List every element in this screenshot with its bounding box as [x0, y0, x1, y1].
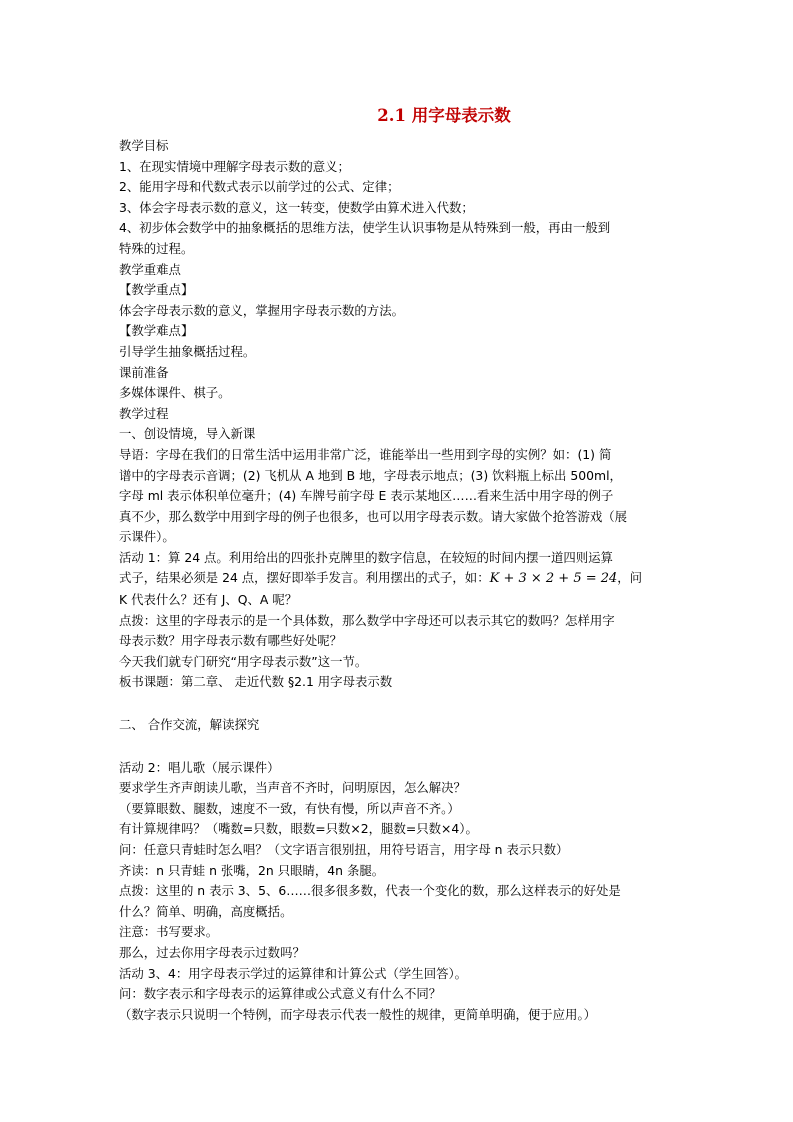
text-line: 一、创设情境，导入新课: [119, 426, 256, 442]
text-line: 示课件）。: [119, 529, 175, 545]
section-heading: 二、 合作交流，解读探究: [119, 717, 260, 733]
text-line: 什么？简单、明确，高度概括。: [119, 903, 293, 919]
spacer: [119, 693, 679, 715]
text-line: 2、能用字母和代数式表示以前学过的公式、定律；: [119, 179, 400, 195]
text-line: 4、初步体会数学中的抽象概括的思维方法，使学生认识事物是从特殊到一般，再由一般到: [119, 220, 611, 236]
text-line: 有计算规律吗？（嘴数=只数，眼数=只数×2，腿数=只数×4）。: [119, 821, 478, 837]
text-line: 注意：书写要求。: [119, 924, 219, 940]
text-line: 今天我们就专门研究“用字母表示数”这一节。: [119, 653, 368, 669]
text-line: 活动 2：唱儿歌（展示课件）: [119, 759, 280, 775]
text-line: 课前准备: [119, 364, 169, 380]
text-line: 活动 3、4：用字母表示学过的运算律和计算公式（学生回答）。: [119, 965, 468, 981]
text-line: 【教学重点】: [119, 282, 194, 298]
formula: K + 3 × 2 + 5 = 24: [489, 571, 618, 587]
text-line: 导语：字母在我们的日常生活中运用非常广泛，谁能举出一些用到字母的实例？如：(1) 简: [119, 446, 612, 462]
text-line: 体会字母表示数的意义，掌握用字母表示数的方法。: [119, 302, 404, 318]
section-heading-2: [119, 715, 679, 736]
text-line: 3、体会字母表示数的意义，这一转变，使数学由算术进入代数；: [119, 199, 474, 215]
section-activities: [119, 758, 679, 1026]
section-intro: [119, 136, 679, 548]
text-line: 板书课题：第二章、 走近代数 §2.1 用字母表示数: [119, 674, 393, 690]
text-line: 教学过程: [119, 405, 169, 421]
text-line: 真不少，那么数学中用到字母的例子也很多，也可以用字母表示数。请大家做个抢答游戏（展: [119, 508, 628, 524]
text-line: [119, 568, 679, 590]
page-title: 2.1 用字母表示数: [377, 106, 511, 125]
text-line: 要求学生齐声朗读儿歌，当声音不齐时，问明原因，怎么解决？: [119, 780, 466, 796]
text-line: 谱中的字母表示音调；(2) 飞机从 A 地到 B 地，字母表示地点；(3) 饮料瓶上标出 500ml，: [119, 467, 622, 483]
spacer: [119, 736, 679, 758]
text-line: 齐读：n 只青蛙 n 张嘴，2n 只眼睛，4n 条腿。: [119, 862, 385, 878]
text-line: 那么，过去你用字母表示过数吗？: [119, 944, 305, 960]
activity-1: [119, 548, 679, 611]
text-line: 教学目标: [119, 138, 169, 153]
text-line: （数字表示只说明一个特例，而字母表示代表一般性的规律，更简单明确，便于应用。）: [119, 1006, 597, 1022]
text-line: 点拨：这里的 n 表示 3、5、6……很多很多数，代表一个变化的数，那么这样表示的好处是: [119, 883, 621, 899]
section-topic: [119, 611, 679, 693]
text-line: K 代表什么？还有 J、Q、A 呢？: [119, 592, 298, 608]
text-fragment: 式子，结果必须是 24 点，摆好即举手发言。利用摆出的式子，如：: [119, 570, 490, 586]
text-line: 【教学难点】: [119, 323, 194, 339]
text-line: 多媒体课件、棋子。: [119, 385, 231, 401]
text-line: 教学重难点: [119, 261, 181, 277]
text-line: 字母 ml 表示体积单位毫升；(4) 车牌号前字母 E 表示某地区……看来生活中用字母的例子: [119, 488, 614, 504]
text-line: 母表示数？用字母表示数有哪些好处呢？: [119, 633, 343, 649]
text-line: （要算眼数、腿数，速度不一致，有快有慢，所以声音不齐。）: [119, 800, 460, 816]
text-line: 问：任意只青蛙时怎么唱？（文字语言很别扭，用符号语言，用字母 n 表示只数）: [119, 842, 569, 857]
document-page: [119, 104, 679, 1025]
text-line: 点拨：这里的字母表示的是一个具体数，那么数学中字母还可以表示其它的数吗？怎样用字: [119, 612, 615, 628]
text-fragment: ，问: [617, 570, 643, 586]
text-line: 活动 1：算 24 点。利用给出的四张扑克牌里的数字信息，在较短的时间内摆一道四则运算: [119, 549, 613, 565]
text-line: 特殊的过程。: [119, 240, 194, 256]
text-line: 1、在现实情境中理解字母表示数的意义；: [119, 158, 350, 174]
text-line: 引导学生抽象概括过程。: [119, 343, 256, 359]
text-line: 问：数字表示和字母表示的运算律或公式意义有什么不同？: [119, 986, 442, 1002]
